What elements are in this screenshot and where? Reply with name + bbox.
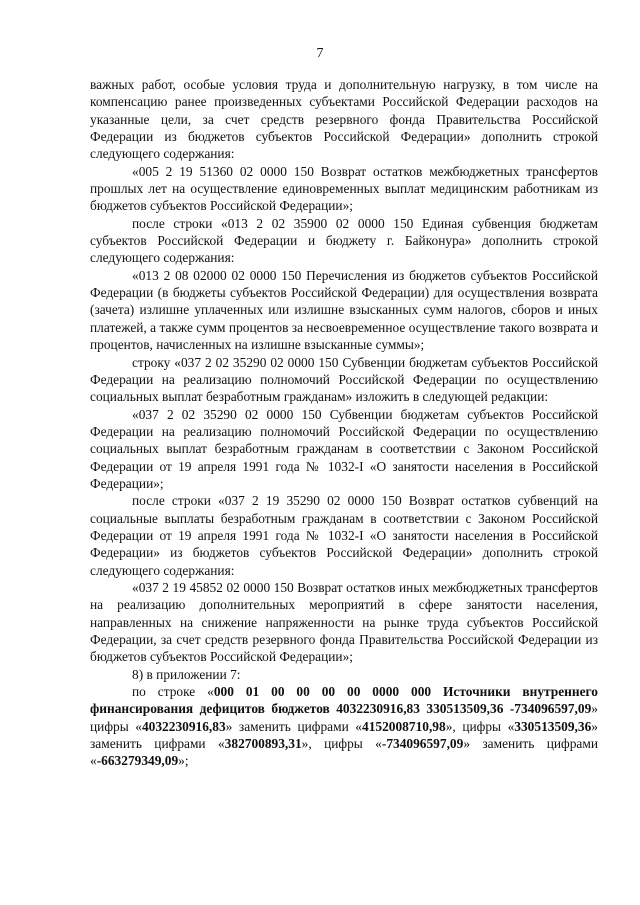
- paragraph-line-037-45852: «037 2 19 45852 02 0000 150 Возврат остатков иных межбюджетных трансфертов на реализацию дополнительных мероприятий в сфере занятости населения, направленных на снижение напряженности на рынке труда субъектов Российской Федерации, за счет средств резервного фонда Правительства Российской Федерации из бюджетов субъектов Российской Федерации»;: [90, 579, 598, 665]
- bold-old-value: 330513509,36: [514, 718, 592, 734]
- document-body: [90, 76, 598, 770]
- paragraph-sources-row: [90, 683, 598, 770]
- text-fragment: » заменить цифрами «: [90, 718, 598, 752]
- page-number: 7: [316, 46, 324, 61]
- text-fragment: » цифры «: [90, 701, 598, 734]
- text-fragment: », цифры «: [301, 736, 382, 752]
- text-fragment: » заменить цифрами «: [225, 718, 362, 734]
- paragraph-line-013: «013 2 08 02000 02 0000 150 Перечисления из бюджетов субъектов Российской Федерации (в бюджеты субъектов Российской Федерации) для осуществления возврата (зачета) излишне уплаченных или излишне взысканных сумм налогов, сборов и иных платежей, а также сумм процентов за несвоевременное осуществление такого возврата и процентов, начисленных на излишне взысканные суммы»;: [90, 267, 598, 353]
- paragraph-item-8: 8) в приложении 7:: [132, 666, 241, 682]
- paragraph-after-013: после строки «013 2 02 35900 02 0000 150 Единая субвенция бюджетам субъектов Российской Федерации и бюджету г. Байконура» дополнить строкой следующего содержания:: [90, 215, 598, 266]
- bold-new-value: -663279349,09: [96, 753, 179, 769]
- bold-old-value: 4032230916,83: [141, 718, 226, 734]
- paragraph-row-037: строку «037 2 02 35290 02 0000 150 Субвенции бюджетам субъектов Российской Федерации на реализацию полномочий Российской Федерации по осуществлению социальных выплат безработным гражданам» изложить в следующей редакции:: [90, 354, 598, 405]
- bold-old-value: -734096597,09: [381, 736, 464, 752]
- text-fragment: », цифры «: [445, 718, 515, 734]
- text-fragment: по строке «: [132, 684, 214, 700]
- paragraph-continuation: важных работ, особые условия труда и дополнительную нагрузку, в том числе на компенсацию ранее произведенных субъектами Российской Федерации расходов на указанные цели, за счет средств резервного фонда Правительства Российской Федерации из бюджетов субъектов Российской Федерации» дополнить строкой следующего содержания:: [90, 77, 598, 162]
- paragraph-line-037-new: «037 2 02 35290 02 0000 150 Субвенции бюджетам субъектов Российской Федерации на реализацию полномочий Российской Федерации по осуществлению социальных выплат безработным гражданам в соответствии с Законом Российской Федерации от 19 апреля 1991 года № 1032-I «О занятости населения в Российской Федерации»;: [90, 406, 598, 491]
- bold-new-value: 382700893,31: [224, 736, 302, 752]
- bold-new-value: 4152008710,98: [362, 718, 446, 734]
- text-fragment: »;: [178, 753, 189, 769]
- bold-row-text: 000 01 00 00 00 00 0000 000 Источники внутреннего финансирования дефицитов бюджетов 4032230916,83 330513509,36 -734096597,09: [90, 684, 599, 717]
- paragraph-line-005: «005 2 19 51360 02 0000 150 Возврат остатков межбюджетных трансфертов прошлых лет на осуществление единовременных выплат медицинским работникам из бюджетов субъектов Российской Федерации»;: [90, 163, 598, 214]
- text-fragment: » заменить цифрами «: [90, 736, 598, 769]
- paragraph-after-037: после строки «037 2 19 35290 02 0000 150 Возврат остатков субвенций на социальные выплаты безработным гражданам в соответствии с Законом Российской Федерации от 19 апреля 1991 года № 1032-I «О занятости населения в Российской Федерации» из бюджетов субъектов Российской Федерации» дополнить строкой следующего содержания:: [90, 493, 598, 578]
